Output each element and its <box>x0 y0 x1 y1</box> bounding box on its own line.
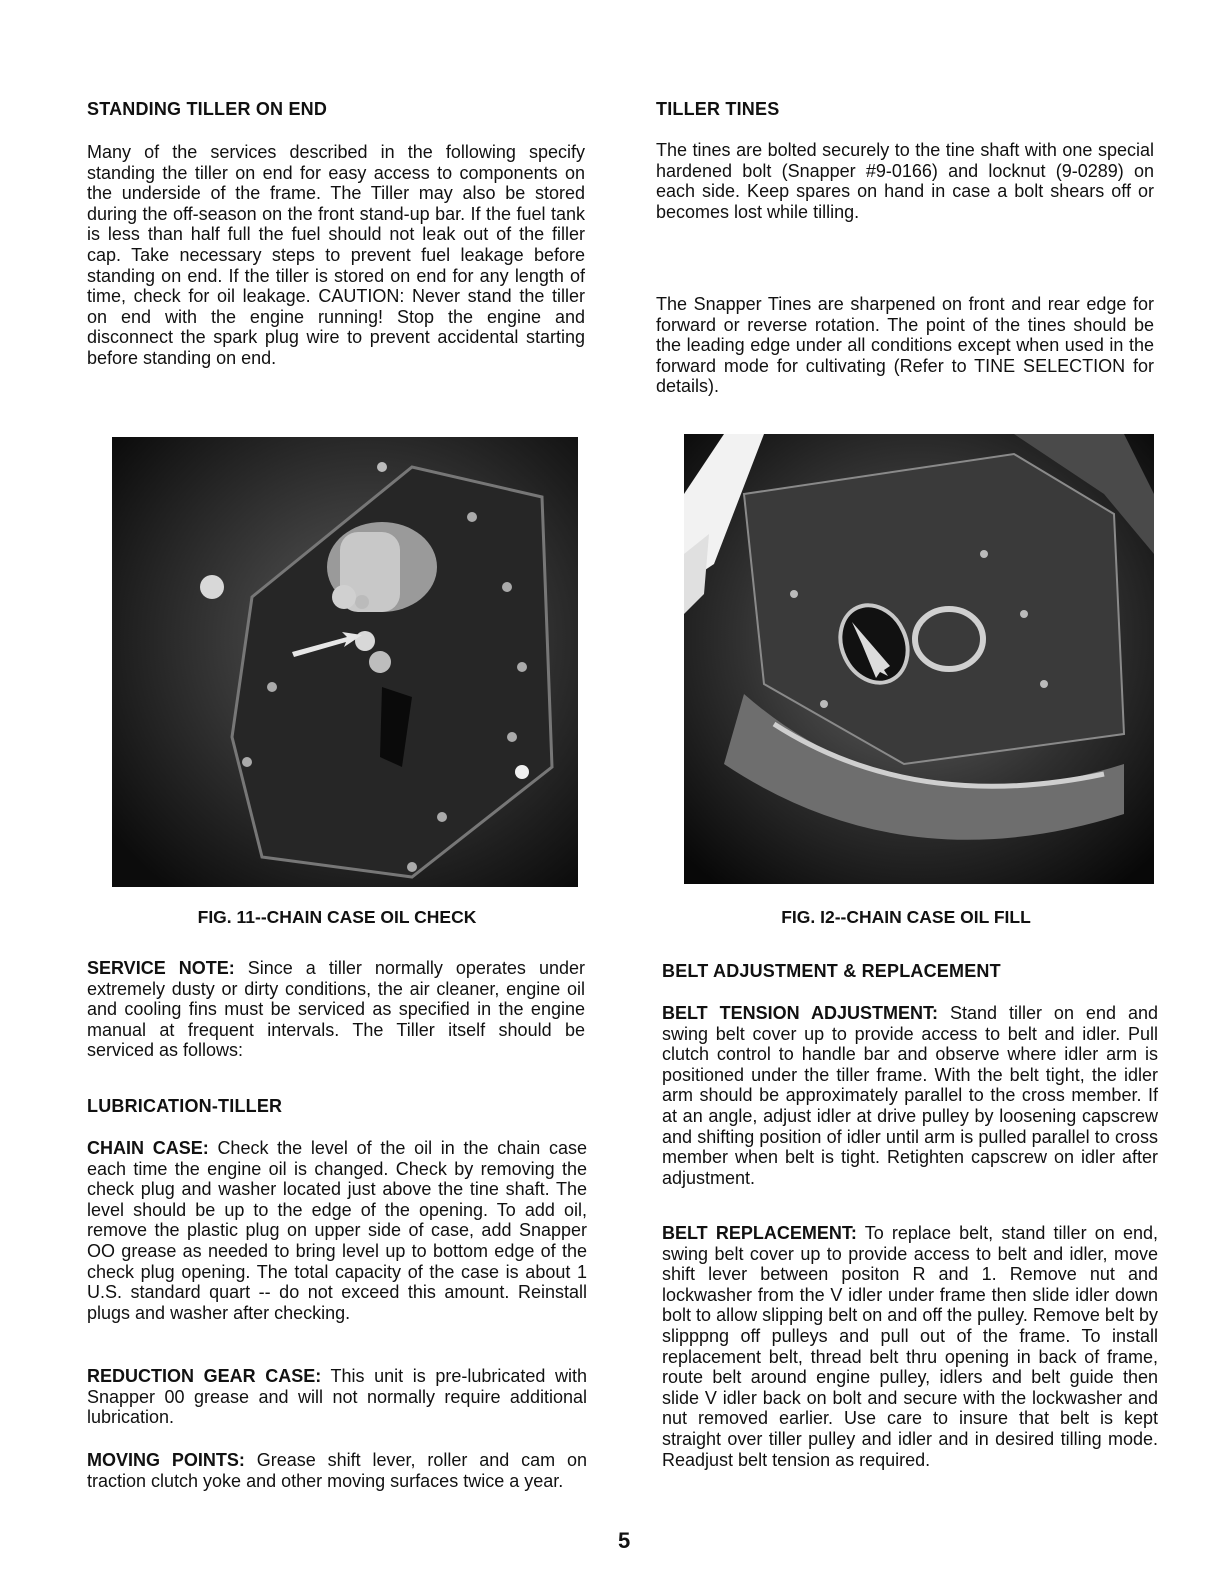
moving-points-lead: MOVING POINTS: <box>87 1450 245 1470</box>
belt-replacement-lead: BELT REPLACEMENT: <box>662 1223 857 1243</box>
chain-case-body: Check the level of the oil in the chain case each time the engine oil is changed. Check by removing the check plug and washer located just above the tine shaft. The level should be up to the edge of the opening. To add oil, remove the plastic plug on upper side of case, add Snapper OO grease as needed to bring level up to bottom edge of the check plug opening. The total capacity of the case is about 1 U.S. standard quart -- do not exceed this amount. Reinstall plugs and washer after checking. <box>87 1138 587 1323</box>
chain-case-fill-photo-graphic <box>684 434 1154 884</box>
reduction-gear-body: This unit is pre-lubricated with Snapper 00 grease and will not normally require additional lubrication. <box>87 1366 587 1428</box>
chain-case-lead: CHAIN CASE: <box>87 1138 209 1158</box>
service-note-body: Since a tiller normally operates under extremely dusty or dirty conditions, the air cleaner, engine oil and cooling fins must be serviced as specified in the engine manual at frequent intervals. The Tiller itself should be serviced as follows: <box>87 958 585 1061</box>
chain-case-paragraph <box>87 1138 587 1323</box>
tines-body-2: The Snapper Tines are sharpened on front and rear edge for forward or reverse rotation. The point of the tines should be the leading edge under all conditions except when used in the forward mode for cultivating (Refer to TINE SELECTION for details). <box>656 294 1154 397</box>
tines-heading: TILLER TINES <box>656 99 780 119</box>
belt-heading: BELT ADJUSTMENT & REPLACEMENT <box>662 961 1001 981</box>
lubrication-heading: LUBRICATION-TILLER <box>87 1096 283 1116</box>
belt-tension-body: Stand tiller on end and swing belt cover up to provide access to belt and idler. Pull clutch control to handle bar and observe where idler arm is positioned under the tiller frame. With the belt tight, the idler arm should be approximately parallel to the cross member. If at an angle, adjust idler at drive pulley by loosening capscrew and shifting position of idler until arm is pulled parallel to cross member when belt is tight. Retighten capscrew on idler after adjustment. <box>662 1003 1158 1188</box>
service-note <box>87 958 585 1061</box>
standing-heading: STANDING TILLER ON END <box>87 99 328 119</box>
belt-replacement-paragraph <box>662 1223 1158 1470</box>
belt-tension-paragraph <box>662 1003 1158 1188</box>
page-number: 5 <box>618 1528 631 1553</box>
chain-case-photo-graphic <box>112 437 578 887</box>
reduction-gear-lead: REDUCTION GEAR CASE: <box>87 1366 322 1386</box>
reduction-gear-paragraph <box>87 1366 587 1428</box>
service-note-lead: SERVICE NOTE: <box>87 958 235 978</box>
tines-body-1: The tines are bolted securely to the tine shaft with one special hardened bolt (Snapper #9-0166) and locknut (9-0289) on each side. Keep spares on hand in case a bolt shears off or becomes lost while tilling. <box>656 140 1154 222</box>
fig11-photo <box>112 437 578 887</box>
standing-body: Many of the services described in the following specify standing the tiller on end for easy access to components on the underside of the frame. The Tiller may also be stored during the off-season on the front stand-up bar. If the fuel tank is less than half full the fuel should not leak out of the filler cap. Take necessary steps to prevent fuel leakage before standing on end. If the tiller is stored on end for any length of time, check for oil leakage. CAUTION: Never stand the tiller on end with the engine running! Stop the engine and disconnect the spark plug wire to prevent accidental starting before standing on end. <box>87 142 585 368</box>
moving-points-body: Grease shift lever, roller and cam on traction clutch yoke and other moving surfaces twice a year. <box>87 1450 587 1491</box>
fig11-caption: FIG. 11--CHAIN CASE OIL CHECK <box>197 907 477 927</box>
fig12-photo <box>684 434 1154 884</box>
moving-points-paragraph <box>87 1450 587 1491</box>
belt-tension-lead: BELT TENSION ADJUSTMENT: <box>662 1003 938 1023</box>
belt-replacement-body: To replace belt, stand tiller on end, swing belt cover up to provide access to belt and idler, move shift lever between positon R and 1. Remove nut and lockwasher from the V idler under frame then slide idler down bolt to allow slipping belt on and off the pulley. Remove belt by slipppng off pulleys and pull out of the frame. To install replacement belt, thread belt thru opening in back of frame, route belt around engine pulley, idlers and belt guide then slide V idler back on bolt and secure with the lockwasher and nut removed earlier. Use care to insure that belt is kept straight over tiller pulley and idler and in desired tilling mode. Readjust belt tension as required. <box>662 1223 1158 1470</box>
fig12-caption: FIG. I2--CHAIN CASE OIL FILL <box>781 907 1031 927</box>
